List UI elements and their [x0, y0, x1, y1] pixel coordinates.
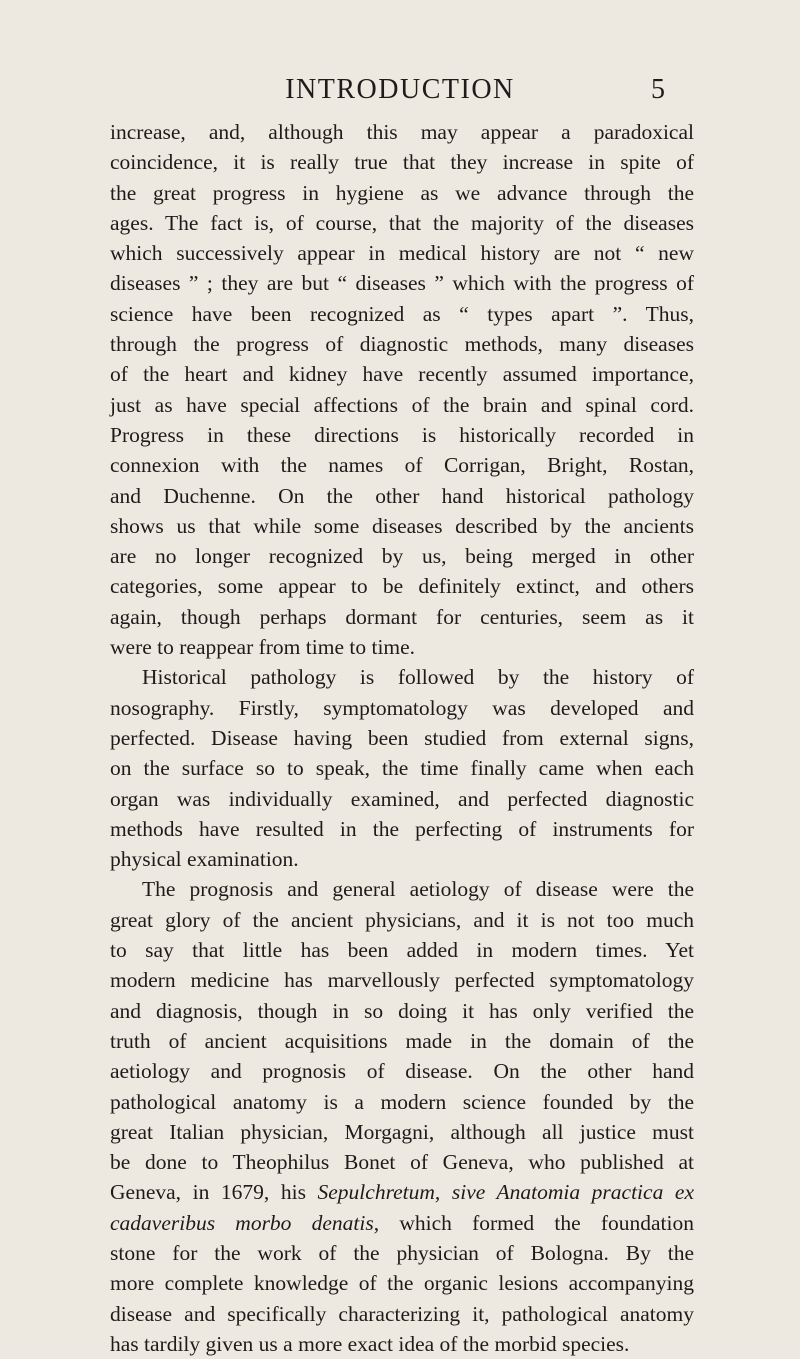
text-line: nosography. Firstly, symptomatology was developed and — [110, 695, 694, 720]
text-line: The prognosis and general aetiology of disease were the — [142, 877, 694, 902]
text-line: shows us that while some diseases described by the ancients — [110, 513, 694, 538]
text-line: just as have special affections of the brain and spinal cord. — [110, 392, 694, 417]
text-line: be done to Theophilus Bonet of Geneva, who published at — [110, 1150, 694, 1175]
text-line: diseases ” ; they are but “ diseases ” which with the progress of — [110, 271, 694, 296]
text-line: are no longer recognized by us, being merged in other — [110, 544, 694, 569]
text-line: the great progress in hygiene as we advance through the — [110, 180, 694, 205]
text-line: organ was individually examined, and perfected diagnostic — [110, 786, 694, 811]
text-line: physical examination. — [110, 847, 299, 872]
text-line: science have been recognized as “ types apart ”. Thus, — [110, 301, 694, 326]
text-line: truth of ancient acquisitions made in the domain of the — [110, 1028, 694, 1053]
text-line: methods have resulted in the perfecting of instruments for — [110, 816, 694, 841]
italic-title: cadaveribus morbo denatis — [110, 1210, 374, 1235]
text-line — [110, 1177, 694, 1207]
text-line: of the heart and kidney have recently assumed importance, — [110, 362, 694, 387]
text-line: coincidence, it is really true that they increase in spite of — [110, 150, 694, 175]
text-line: disease and specifically characterizing it, pathological anatomy — [110, 1301, 694, 1326]
text-line: categories, some appear to be definitely extinct, and others — [110, 574, 694, 599]
page-number: 5 — [651, 74, 665, 105]
text-line — [110, 1208, 694, 1238]
text-line: stone for the work of the physician of Bologna. By the — [110, 1240, 694, 1265]
text-line: again, though perhaps dormant for centuries, seem as it — [110, 604, 694, 629]
text-line: ages. The fact is, of course, that the majority of the diseases — [110, 210, 694, 235]
text-line: to say that little has been added in modern times. Yet — [110, 938, 694, 963]
text-line: Historical pathology is followed by the history of — [142, 665, 694, 690]
text-line: has tardily given us a more exact idea of the morbid species. — [110, 1331, 630, 1356]
text-line: perfected. Disease having been studied from external signs, — [110, 725, 694, 750]
text-line: more complete knowledge of the organic lesions accompanying — [110, 1271, 694, 1296]
text-line: and Duchenne. On the other hand historical pathology — [110, 483, 694, 508]
text-segment: Geneva, in 1679, his — [110, 1180, 318, 1205]
text-segment: , which formed the foundation — [373, 1210, 694, 1235]
text-line: and diagnosis, though in so doing it has only verified the — [110, 998, 694, 1023]
italic-title: Sepulchretum, sive Anatomia practica ex — [317, 1180, 694, 1205]
text-line: great glory of the ancient physicians, and it is not too much — [110, 907, 694, 932]
text-line: on the surface so to speak, the time finally came when each — [110, 756, 694, 781]
text-line: aetiology and prognosis of disease. On the other hand — [110, 1059, 694, 1084]
text-line: modern medicine has marvellously perfected symptomatology — [110, 968, 694, 993]
body-text — [110, 117, 694, 1359]
text-line: pathological anatomy is a modern science founded by the — [110, 1089, 694, 1114]
text-line: through the progress of diagnostic methods, many diseases — [110, 332, 694, 357]
running-header — [0, 74, 800, 114]
text-line: which successively appear in medical history are not “ new — [110, 241, 694, 266]
text-line: were to reappear from time to time. — [110, 635, 416, 660]
text-line: increase, and, although this may appear a paradoxical — [110, 120, 694, 144]
text-line: Progress in these directions is historically recorded in — [110, 422, 694, 447]
chapter-title: INTRODUCTION — [285, 74, 515, 105]
text-line: connexion with the names of Corrigan, Bright, Rostan, — [110, 453, 694, 478]
text-line: great Italian physician, Morgagni, although all justice must — [110, 1119, 694, 1144]
